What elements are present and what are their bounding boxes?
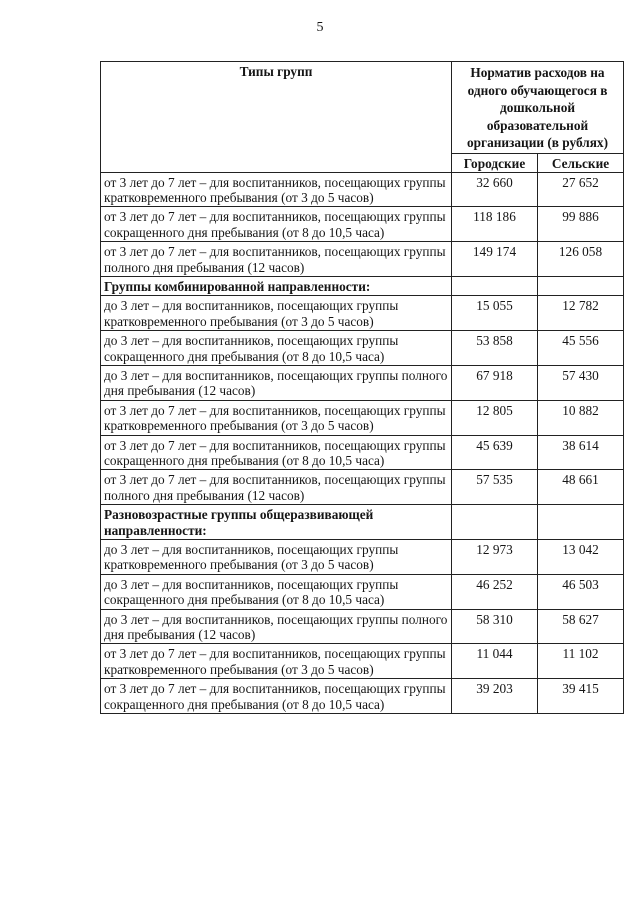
urban-value-cell: 32 660: [452, 172, 538, 207]
rural-value-cell: 39 415: [538, 679, 624, 714]
norms-table: [100, 61, 624, 714]
group-type-cell: от 3 лет до 7 лет – для воспитанников, посещающих группы сокращенного дня пребывания (от 8 до 10,5 часа): [101, 435, 452, 470]
rural-value-cell: 10 882: [538, 400, 624, 435]
table-row: [101, 644, 624, 679]
empty-cell: [538, 505, 624, 540]
table-row: [101, 609, 624, 644]
rural-value-cell: 57 430: [538, 365, 624, 400]
table-row: [101, 574, 624, 609]
norm-header: Норматив расходов на одного обучающегося в дошкольной образовательной организации (в рублях): [452, 62, 624, 154]
rural-value-cell: 11 102: [538, 644, 624, 679]
urban-value-cell: 15 055: [452, 296, 538, 331]
group-type-cell: до 3 лет – для воспитанников, посещающих группы сокращенного дня пребывания (от 8 до 10,5 часа): [101, 331, 452, 366]
section-title: Группы комбинированной направленности:: [101, 276, 452, 295]
empty-cell: [538, 276, 624, 295]
urban-value-cell: 12 973: [452, 540, 538, 575]
rural-value-cell: 99 886: [538, 207, 624, 242]
urban-value-cell: 12 805: [452, 400, 538, 435]
rural-value-cell: 12 782: [538, 296, 624, 331]
urban-value-cell: 53 858: [452, 331, 538, 366]
urban-value-cell: 118 186: [452, 207, 538, 242]
group-type-cell: от 3 лет до 7 лет – для воспитанников, посещающих группы кратковременного пребывания (от 3 до 5 часов): [101, 172, 452, 207]
group-type-cell: от 3 лет до 7 лет – для воспитанников, посещающих группы кратковременного пребывания (от 3 до 5 часов): [101, 400, 452, 435]
group-type-cell: от 3 лет до 7 лет – для воспитанников, посещающих группы полного дня пребывания (12 часов): [101, 470, 452, 505]
rural-header: Сельские: [538, 153, 624, 172]
group-type-cell: до 3 лет – для воспитанников, посещающих группы полного дня пребывания (12 часов): [101, 609, 452, 644]
empty-cell: [452, 505, 538, 540]
types-header: Типы групп: [101, 62, 452, 173]
group-type-cell: от 3 лет до 7 лет – для воспитанников, посещающих группы сокращенного дня пребывания (от 8 до 10,5 часа): [101, 679, 452, 714]
page-number: 5: [316, 20, 324, 35]
urban-value-cell: 45 639: [452, 435, 538, 470]
group-type-cell: до 3 лет – для воспитанников, посещающих группы кратковременного пребывания (от 3 до 5 часов): [101, 296, 452, 331]
table-row: [101, 400, 624, 435]
urban-value-cell: 67 918: [452, 365, 538, 400]
rural-value-cell: 13 042: [538, 540, 624, 575]
urban-value-cell: 57 535: [452, 470, 538, 505]
table-body: [101, 172, 624, 714]
urban-value-cell: 149 174: [452, 242, 538, 277]
rural-value-cell: 126 058: [538, 242, 624, 277]
table-row: [101, 172, 624, 207]
urban-header: Городские: [452, 153, 538, 172]
table-row: [101, 207, 624, 242]
section-row: [101, 276, 624, 295]
group-type-cell: до 3 лет – для воспитанников, посещающих группы сокращенного дня пребывания (от 8 до 10,5 часа): [101, 574, 452, 609]
table-row: [101, 242, 624, 277]
rural-value-cell: 27 652: [538, 172, 624, 207]
urban-value-cell: 39 203: [452, 679, 538, 714]
urban-value-cell: 58 310: [452, 609, 538, 644]
group-type-cell: от 3 лет до 7 лет – для воспитанников, посещающих группы сокращенного дня пребывания (от 8 до 10,5 часа): [101, 207, 452, 242]
rural-value-cell: 48 661: [538, 470, 624, 505]
rural-value-cell: 58 627: [538, 609, 624, 644]
group-type-cell: до 3 лет – для воспитанников, посещающих группы кратковременного пребывания (от 3 до 5 часов): [101, 540, 452, 575]
table-header-row: [101, 62, 624, 154]
section-row: [101, 505, 624, 540]
urban-value-cell: 46 252: [452, 574, 538, 609]
group-type-cell: до 3 лет – для воспитанников, посещающих группы полного дня пребывания (12 часов): [101, 365, 452, 400]
table-row: [101, 296, 624, 331]
table-row: [101, 331, 624, 366]
group-type-cell: от 3 лет до 7 лет – для воспитанников, посещающих группы полного дня пребывания (12 часов): [101, 242, 452, 277]
table-row: [101, 540, 624, 575]
empty-cell: [452, 276, 538, 295]
table-row: [101, 470, 624, 505]
rural-value-cell: 45 556: [538, 331, 624, 366]
section-title: Разновозрастные группы общеразвивающей направленности:: [101, 505, 452, 540]
rural-value-cell: 38 614: [538, 435, 624, 470]
table-row: [101, 435, 624, 470]
table-row: [101, 679, 624, 714]
group-type-cell: от 3 лет до 7 лет – для воспитанников, посещающих группы кратковременного пребывания (от 3 до 5 часов): [101, 644, 452, 679]
urban-value-cell: 11 044: [452, 644, 538, 679]
table-row: [101, 365, 624, 400]
rural-value-cell: 46 503: [538, 574, 624, 609]
